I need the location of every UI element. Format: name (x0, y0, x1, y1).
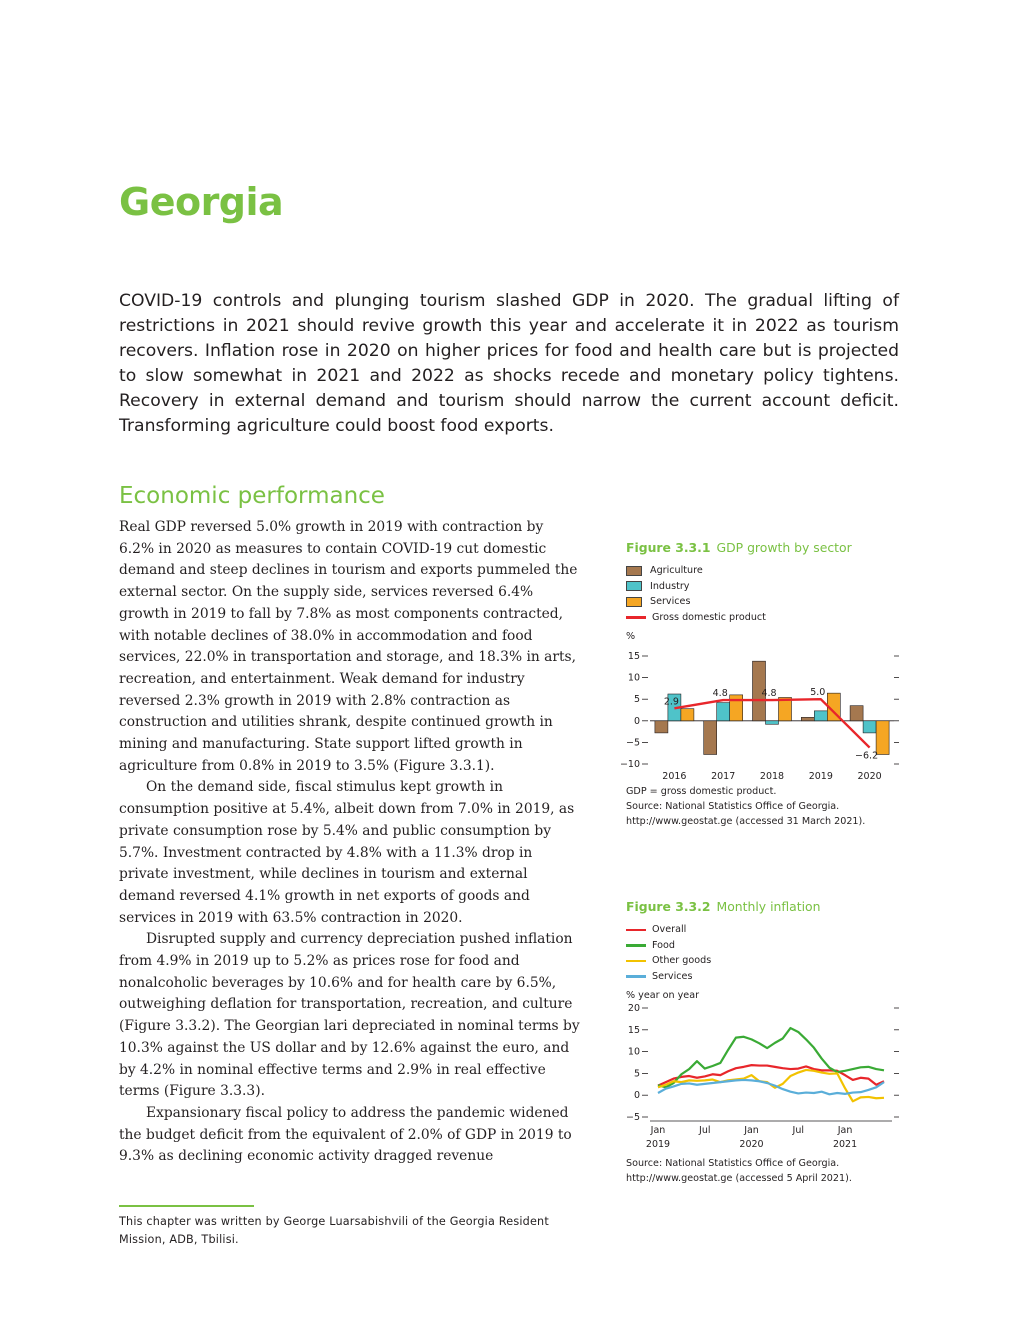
legend-label: Food (652, 939, 676, 951)
y-tick-label: 10 (627, 1046, 640, 1058)
y-tick-label: −10 (619, 759, 640, 770)
x-tick-label: 2020 (857, 771, 882, 782)
legend-label: Services (650, 596, 691, 608)
bar-agriculture (801, 717, 814, 720)
gdp-bar-chart (619, 642, 906, 782)
legend-label: Agriculture (650, 565, 703, 577)
data-label: 5.0 (810, 687, 826, 699)
legend-item (626, 969, 906, 985)
x-tick-label: Jan (837, 1125, 853, 1136)
series-line-overall (658, 1065, 884, 1085)
bar-services (876, 721, 889, 755)
y-tick-label: 5 (633, 1068, 640, 1080)
body-text (119, 517, 581, 1168)
x-tick-label: Jan (650, 1125, 666, 1136)
x-tick-label: Jul (699, 1125, 711, 1136)
x-tick-label: 2016 (662, 771, 687, 782)
paragraph: Real GDP reversed 5.0% growth in 2019 with contraction by 6.2% in 2020 as measures to contain COVID-19 cut domestic demand and steep declines in tourism and exports pummeled the external sector. On the supply side, services reversed 6.4% growth in 2019 to fall by 7.8% as most components contracted, with notable declines of 38.0% in accommodation and food services, 22.0% in transportation and storage, and 18.3% in arts, recreation, and entertainment. Weak demand for industry reversed 2.3% growth in 2019 with 2.8% contraction as construction and utilities shrank, despite continued growth in mining and manufacturing. State support lifted growth in agriculture from 0.8% in 2019 to 3.5% (Figure 3.3.1). (119, 519, 578, 774)
legend-swatch (626, 929, 646, 932)
figure-gdp-growth (619, 540, 906, 829)
paragraph: Disrupted supply and currency depreciation pushed inflation from 4.9% in 2019 up to 5.2% as prices rose for food and nonalcoholic beverages by 10.6% and for health care by 6.5%, outweighing deflation for transportation, recreation, and culture (Figure 3.3.2). The Georgian lari depreciated in nominal terms by 10.3% against the US dollar and by 12.6% against the euro, and by 4.2% in nominal effective terms and 2.9% in real effective terms (Figure 3.3.3). (119, 931, 580, 1100)
data-label: 4.8 (712, 688, 728, 700)
figure-number: Figure 3.3.2 (626, 899, 711, 914)
chart-legend (626, 922, 906, 984)
y-tick-label: 10 (627, 672, 640, 684)
bar-industry (863, 721, 876, 733)
x-year-label: 2019 (645, 1139, 671, 1150)
y-tick-label: 5 (633, 694, 640, 706)
figure-title (626, 899, 906, 914)
legend-label: Overall (652, 924, 687, 936)
data-label: 4.8 (761, 688, 777, 700)
legend-item (626, 579, 906, 595)
legend-swatch (626, 960, 646, 963)
data-label: −6.2 (855, 750, 879, 762)
legend-label: Other goods (652, 955, 712, 967)
bar-industry (766, 721, 779, 724)
chart-legend (626, 563, 906, 625)
figure-source-url: http://www.geostat.ge (accessed 31 March 2021). (626, 816, 866, 827)
series-line-services (658, 1080, 884, 1094)
legend-item (626, 594, 906, 610)
paragraph: On the demand side, fiscal stimulus kept growth in consumption positive at 5.4%, albeit down from 7.0% in 2019, as private consumption rose by 5.4% and public consumption by 5.7%. Investment contracted by 4.8% with a 11.3% drop in private investment, while declines in tourism and external demand reversed 4.1% growth in net exports of goods and services in 2019 with 63.5% contraction in 2020. (119, 779, 575, 926)
figure-note: GDP = gross domestic product. (626, 786, 777, 797)
figure-source-url: http://www.geostat.ge (accessed 5 April 2021). (626, 1173, 852, 1184)
figure-caption: Monthly inflation (716, 899, 821, 914)
figure-number: Figure 3.3.1 (626, 540, 711, 555)
legend-swatch (626, 975, 646, 978)
bar-agriculture (850, 706, 863, 721)
legend-item (626, 922, 906, 938)
legend-label: Gross domestic product (652, 611, 766, 623)
chart-svg (619, 642, 906, 782)
x-year-label: 2020 (739, 1139, 764, 1150)
bar-industry (814, 711, 827, 721)
x-tick-label: 2018 (759, 771, 785, 782)
figure-caption: GDP growth by sector (716, 540, 852, 555)
legend-label: Industry (650, 580, 690, 592)
bar-services (681, 709, 694, 721)
page-title: Georgia (119, 180, 284, 224)
x-tick-label: 2019 (808, 771, 833, 782)
inflation-line-chart (626, 1001, 906, 1156)
legend-swatch (626, 597, 642, 607)
figure-source: Source: National Statistics Office of Georgia. (626, 801, 840, 812)
y-tick-label: −5 (625, 737, 640, 749)
legend-item (626, 938, 906, 954)
section-heading: Economic performance (119, 483, 385, 509)
footnote-divider (119, 1205, 254, 1207)
footnote: This chapter was written by George Luarsabishvili of the Georgia Resident Mission, ADB, Tbilisi. (119, 1215, 549, 1246)
y-axis-unit: % year on year (626, 990, 700, 1001)
y-axis-unit: % (626, 631, 636, 642)
bar-agriculture (704, 721, 717, 755)
y-tick-label: 15 (627, 651, 640, 662)
y-tick-label: 15 (627, 1024, 640, 1036)
legend-item (626, 953, 906, 969)
y-tick-label: −5 (625, 1112, 640, 1123)
figure-title (626, 540, 906, 555)
y-tick-label: 20 (627, 1003, 640, 1014)
y-tick-label: 0 (633, 715, 640, 727)
figure-source: Source: National Statistics Office of Georgia. (626, 1158, 840, 1169)
legend-swatch (626, 616, 646, 619)
x-tick-label: Jul (792, 1125, 805, 1136)
bar-industry (717, 703, 730, 721)
paragraph: Expansionary fiscal policy to address the pandemic widened the budget deficit from the equivalent of 2.0% of GDP in 2019 to 9.3% as declining economic activity dragged revenue (119, 1104, 572, 1165)
chart-svg (626, 1001, 906, 1156)
x-year-label: 2021 (832, 1139, 858, 1150)
legend-swatch (626, 944, 646, 947)
legend-label: Services (652, 970, 693, 982)
bar-services (730, 695, 743, 721)
series-line-other-goods (658, 1070, 884, 1101)
legend-item (626, 610, 906, 626)
data-label: 2.9 (663, 696, 679, 708)
legend-swatch (626, 581, 642, 591)
figure-monthly-inflation (626, 899, 906, 1186)
x-tick-label: Jan (744, 1125, 759, 1136)
legend-item (626, 563, 906, 579)
legend-swatch (626, 566, 642, 576)
y-tick-label: 0 (633, 1090, 640, 1102)
chapter-summary: COVID-19 controls and plunging tourism slashed GDP in 2020. The gradual lifting of restrictions in 2021 should revive growth this year and accelerate it in 2022 as tourism recovers. Inflation rose in 2020 on higher prices for food and health care but is projected to slow somewhat in 2021 and 2022 as shocks recede and monetary policy tightens. Recovery in external demand and tourism should narrow the current account deficit. Transforming agriculture could boost food exports. (119, 291, 899, 436)
bar-agriculture (655, 721, 668, 733)
x-tick-label: 2017 (711, 771, 736, 782)
